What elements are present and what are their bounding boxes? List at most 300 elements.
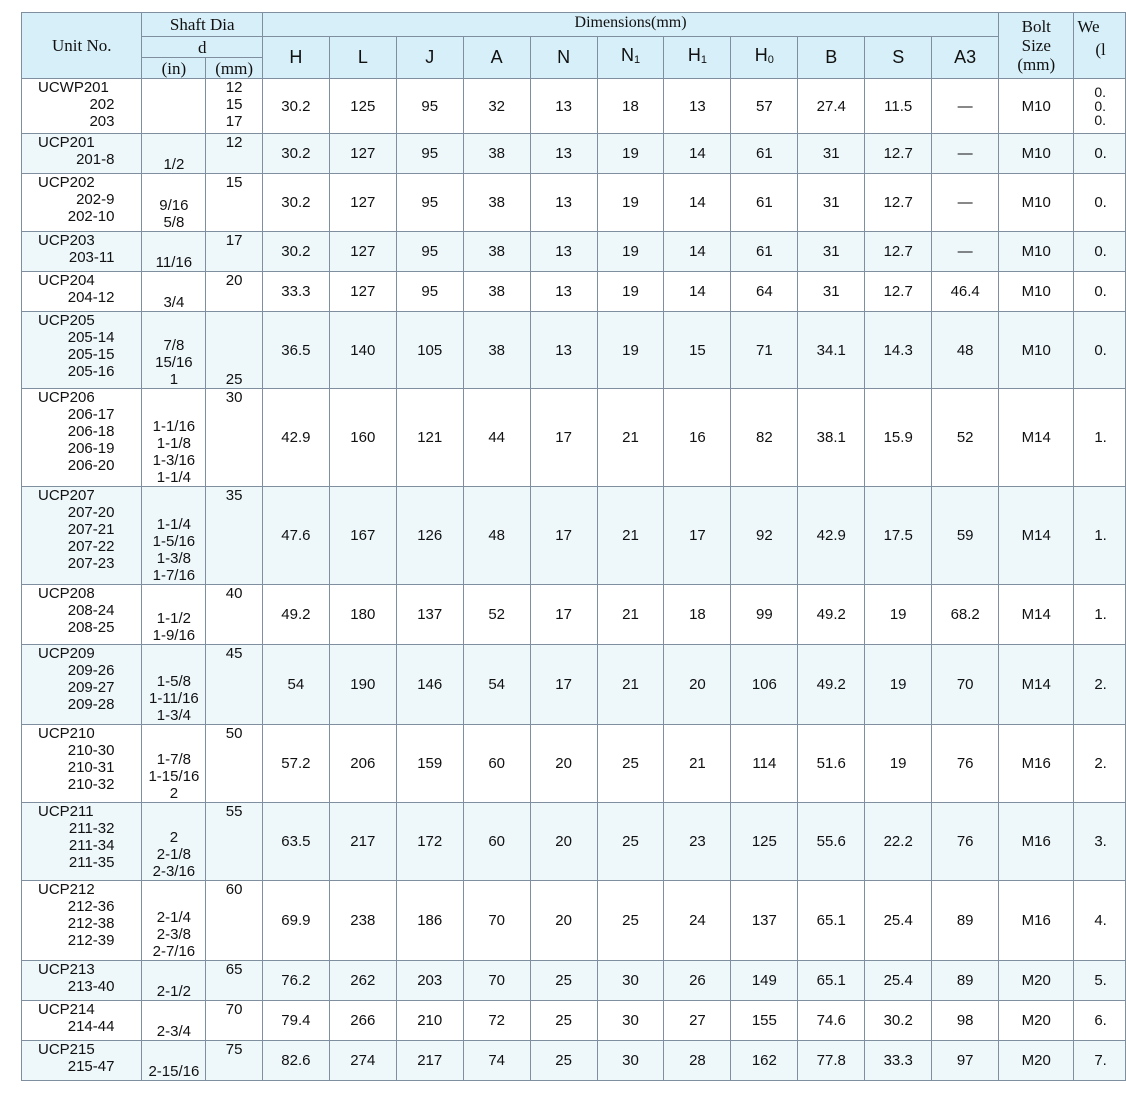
unit-variant: 202 [89,96,115,113]
table-row [22,585,1126,645]
weight-value: 5. [1094,972,1107,989]
dim-header-n1: N1 [597,37,664,79]
weight-cell [1074,645,1126,725]
dim-header-h1: H1 [664,37,731,79]
unit-variant: 205-15 [67,346,115,363]
dim-a3-cell: 97 [932,1041,999,1081]
dim-n1-cell: 18 [597,79,664,134]
dim-h-cell: 30.2 [262,79,329,134]
weight-value: 0. [1094,283,1107,300]
bolt-size-cell: M10 [999,272,1074,312]
shaft-mm-value: 20 [225,272,243,289]
unit-no-cell [22,725,142,803]
dim-h-cell: 54 [262,645,329,725]
weight-value: 2. [1094,755,1107,772]
dim-b-cell: 31 [798,134,865,174]
dim-a-cell: 60 [463,725,530,803]
dim-h1-cell: 18 [664,585,731,645]
unit-variant: 211-32 [68,820,115,837]
unit-variant: 211-34 [68,837,115,854]
bolt-size-cell: M10 [999,134,1074,174]
shaft-mm-cell [206,174,263,232]
dim-header-s: S [865,37,932,79]
weight-value: 4. [1094,912,1107,929]
dim-s-cell: 19 [865,585,932,645]
unit-no-cell [22,272,142,312]
weight-cell [1074,881,1126,961]
unit-variant: 211-35 [68,854,115,871]
dim-a3-cell: 68.2 [932,585,999,645]
shaft-mm-value: 35 [225,487,243,504]
dim-a-cell: 48 [463,487,530,585]
dim-a-cell: 54 [463,645,530,725]
dim-h1-cell: 14 [664,232,731,272]
shaft-inch-value: 1-9/16 [152,627,196,644]
dim-l-cell: 125 [329,79,396,134]
weight-cell [1074,272,1126,312]
bolt-size-cell: M14 [999,487,1074,585]
dim-b-cell: 51.6 [798,725,865,803]
dim-j-cell: 121 [396,389,463,487]
shaft-inch-cell [142,725,206,803]
table-row [22,174,1126,232]
dim-h0-cell: 99 [731,585,798,645]
shaft-mm-cell [206,134,263,174]
dim-n-cell: 13 [530,312,597,389]
shaft-inch-value: 2-1/2 [156,983,191,1000]
dim-h1-cell: 14 [664,174,731,232]
dim-header-l: L [329,37,396,79]
shaft-mm-cell [206,1041,263,1081]
pillow-block-spec-table [21,12,1126,1081]
weight-value: 0. [1094,194,1107,211]
dim-s-cell: 22.2 [865,803,932,881]
table-row [22,881,1126,961]
bolt-size-cell: M20 [999,1041,1074,1081]
unit-no-cell [22,1001,142,1041]
dim-h0-cell: 61 [731,134,798,174]
bolt-size-header [999,13,1074,79]
weight-cell [1074,134,1126,174]
dim-a3-cell: 59 [932,487,999,585]
dim-s-cell: 19 [865,645,932,725]
dim-j-cell: 105 [396,312,463,389]
dim-h0-cell: 61 [731,232,798,272]
dim-n-cell: 17 [530,645,597,725]
dim-h-cell: 63.5 [262,803,329,881]
dim-j-cell: 95 [396,79,463,134]
dim-a3-cell: 52 [932,389,999,487]
shaft-inch-value: 9/16 [159,197,189,214]
dim-n-cell: 17 [530,585,597,645]
shaft-mm-value: 17 [225,113,243,130]
shaft-mm-cell [206,389,263,487]
unit-model: UCP208 [38,585,95,602]
table-row [22,487,1126,585]
dim-a3-cell: — [932,79,999,134]
dim-a3-cell: — [932,232,999,272]
unit-model: UCP202 [38,174,95,191]
dim-header-a: A [463,37,530,79]
shaft-inch-cell [142,134,206,174]
unit-variant: 215-47 [67,1058,115,1075]
weight-value: 0. [1094,84,1107,100]
dim-s-cell: 25.4 [865,881,932,961]
bolt-size-cell: M20 [999,961,1074,1001]
dim-n-cell: 25 [530,1001,597,1041]
unit-variant: 205-14 [67,329,115,346]
weight-value: 7. [1094,1052,1107,1069]
table-row [22,232,1126,272]
spec-table-container [21,12,1107,1081]
dim-b-cell: 49.2 [798,645,865,725]
dim-j-cell: 217 [396,1041,463,1081]
dim-h1-cell: 15 [664,312,731,389]
bolt-size-cell: M16 [999,881,1074,961]
dim-b-cell: 31 [798,174,865,232]
unit-variant: 206-18 [67,423,115,440]
dim-h1-cell: 23 [664,803,731,881]
shaft-mm-cell [206,803,263,881]
weight-value: 0. [1094,145,1107,162]
dim-n1-cell: 19 [597,134,664,174]
dim-n1-cell: 21 [597,389,664,487]
unit-variant: 204-12 [67,289,115,306]
table-row [22,312,1126,389]
weight-cell [1074,1041,1126,1081]
unit-no-header: Unit No. [22,13,142,79]
dim-a-cell: 38 [463,134,530,174]
shaft-inch-value: 1-7/8 [156,751,191,768]
unit-no-cell [22,881,142,961]
dim-a3-cell: 89 [932,961,999,1001]
table-row [22,645,1126,725]
dim-a-cell: 60 [463,803,530,881]
shaft-inch-value: 1-5/8 [156,673,191,690]
bolt-size-cell: M10 [999,312,1074,389]
shaft-inch-value: 2-3/8 [156,926,191,943]
dim-n1-cell: 19 [597,312,664,389]
shaft-mm-value: 15 [225,174,243,191]
unit-variant: 210-31 [67,759,115,776]
table-row [22,803,1126,881]
shaft-inch-value: 2-1/8 [156,846,191,863]
weight-value: 3. [1094,833,1107,850]
dim-b-cell: 34.1 [798,312,865,389]
dim-j-cell: 95 [396,134,463,174]
shaft-inch-value: 1-1/16 [152,418,196,435]
dim-b-cell: 65.1 [798,881,865,961]
weight-cell [1074,312,1126,389]
unit-variant: 207-23 [67,555,115,572]
dim-n1-cell: 19 [597,174,664,232]
dim-h-cell: 79.4 [262,1001,329,1041]
dim-header-h: H [262,37,329,79]
dim-l-cell: 127 [329,134,396,174]
dim-h0-cell: 71 [731,312,798,389]
bolt-size-cell: M14 [999,585,1074,645]
dim-header-h0: H0 [731,37,798,79]
dim-h0-cell: 82 [731,389,798,487]
shaft-mm-value: 75 [225,1041,243,1058]
dim-a-cell: 70 [463,961,530,1001]
unit-variant: 212-39 [67,932,115,949]
dim-j-cell: 186 [396,881,463,961]
shaft-mm-value: 70 [225,1001,243,1018]
dim-h1-cell: 16 [664,389,731,487]
weight-cell [1074,1001,1126,1041]
dim-s-cell: 11.5 [865,79,932,134]
inch-header: (in) [142,58,206,79]
unit-model: UCP203 [38,232,95,249]
shaft-inch-value: 11/16 [155,254,193,271]
dim-a3-cell: 98 [932,1001,999,1041]
dim-h-cell: 82.6 [262,1041,329,1081]
dim-b-cell: 31 [798,232,865,272]
shaft-inch-cell [142,312,206,389]
dim-s-cell: 12.7 [865,174,932,232]
dim-a-cell: 74 [463,1041,530,1081]
shaft-inch-cell [142,961,206,1001]
dim-l-cell: 167 [329,487,396,585]
dim-a-cell: 32 [463,79,530,134]
dim-n-cell: 20 [530,725,597,803]
bolt-size-cell: M20 [999,1001,1074,1041]
bolt-size-cell: M10 [999,174,1074,232]
dim-header-b: B [798,37,865,79]
unit-model: UCP206 [38,389,95,406]
unit-model: UCP204 [38,272,95,289]
dim-n-cell: 17 [530,487,597,585]
dim-l-cell: 127 [329,272,396,312]
unit-variant: 214-44 [67,1018,115,1035]
shaft-mm-value: 65 [225,961,243,978]
shaft-inch-value: 1-11/16 [149,690,199,707]
dim-n-cell: 13 [530,174,597,232]
dim-j-cell: 146 [396,645,463,725]
shaft-mm-value: 40 [225,585,243,602]
shaft-inch-value: 2-7/16 [152,943,196,960]
dim-l-cell: 217 [329,803,396,881]
dim-h-cell: 69.9 [262,881,329,961]
shaft-inch-cell [142,1001,206,1041]
weight-value: 1. [1094,606,1107,623]
shaft-inch-value: 2 [169,829,179,846]
shaft-mm-cell [206,585,263,645]
dim-l-cell: 190 [329,645,396,725]
dim-h0-cell: 162 [731,1041,798,1081]
unit-no-cell [22,961,142,1001]
weight-cell [1074,174,1126,232]
unit-no-cell [22,79,142,134]
dim-h-cell: 47.6 [262,487,329,585]
shaft-mm-value: 17 [225,232,243,249]
dim-h0-cell: 149 [731,961,798,1001]
dim-j-cell: 95 [396,174,463,232]
unit-model: UCP209 [38,645,95,662]
size-label: Size [1021,36,1051,55]
shaft-mm-value: 30 [225,389,243,406]
dim-n1-cell: 25 [597,881,664,961]
dim-h1-cell: 26 [664,961,731,1001]
shaft-mm-cell [206,645,263,725]
dimensions-header: Dimensions(mm) [262,13,998,37]
dim-h1-cell: 14 [664,134,731,174]
dim-j-cell: 159 [396,725,463,803]
dim-h0-cell: 64 [731,272,798,312]
dim-s-cell: 25.4 [865,961,932,1001]
dim-h0-cell: 137 [731,881,798,961]
dim-b-cell: 74.6 [798,1001,865,1041]
dim-a3-cell: 46.4 [932,272,999,312]
bolt-size-cell: M14 [999,645,1074,725]
shaft-mm-value: 60 [225,881,243,898]
dim-n-cell: 25 [530,1041,597,1081]
dim-n1-cell: 21 [597,645,664,725]
weight-cell [1074,232,1126,272]
dim-b-cell: 27.4 [798,79,865,134]
dim-l-cell: 180 [329,585,396,645]
shaft-mm-cell [206,272,263,312]
dim-a-cell: 38 [463,312,530,389]
shaft-inch-value: 2-15/16 [148,1063,200,1080]
dim-a3-cell: — [932,134,999,174]
unit-model: UCP215 [38,1041,95,1058]
shaft-inch-value: 1-3/16 [152,452,196,469]
unit-no-cell [22,232,142,272]
shaft-inch-value: 1/2 [163,156,185,173]
weight-cell [1074,389,1126,487]
dim-j-cell: 172 [396,803,463,881]
dim-h-cell: 30.2 [262,232,329,272]
dim-h1-cell: 17 [664,487,731,585]
shaft-inch-cell [142,585,206,645]
unit-variant: 209-26 [67,662,115,679]
dim-n-cell: 20 [530,803,597,881]
dim-a-cell: 38 [463,232,530,272]
dim-s-cell: 17.5 [865,487,932,585]
shaft-inch-cell [142,487,206,585]
dim-l-cell: 140 [329,312,396,389]
dim-n1-cell: 19 [597,232,664,272]
unit-variant: 212-36 [67,898,115,915]
unit-variant: 210-32 [67,776,115,793]
weight-cell [1074,961,1126,1001]
dim-h0-cell: 125 [731,803,798,881]
unit-model: UCP205 [38,312,95,329]
dim-n1-cell: 21 [597,487,664,585]
shaft-inch-cell [142,881,206,961]
table-row [22,725,1126,803]
unit-variant: 202-10 [67,208,115,225]
dim-n-cell: 13 [530,232,597,272]
dim-n-cell: 13 [530,79,597,134]
weight-cell [1074,79,1126,134]
dim-h-cell: 33.3 [262,272,329,312]
dim-h-cell: 57.2 [262,725,329,803]
dim-s-cell: 30.2 [865,1001,932,1041]
unit-variant: 206-20 [67,457,115,474]
shaft-mm-cell [206,725,263,803]
shaft-inch-cell [142,389,206,487]
unit-no-cell [22,134,142,174]
dim-n-cell: 20 [530,881,597,961]
shaft-inch-cell [142,79,206,134]
shaft-inch-value: 1-1/4 [156,516,191,533]
mm-header: (mm) [206,58,263,79]
dim-h0-cell: 61 [731,174,798,232]
unit-model: UCP211 [38,803,94,820]
dim-h-cell: 42.9 [262,389,329,487]
dim-b-cell: 77.8 [798,1041,865,1081]
shaft-dia-header: Shaft Dia [142,13,262,37]
dim-n1-cell: 30 [597,1001,664,1041]
bolt-label: Bolt [1021,17,1051,36]
dim-l-cell: 238 [329,881,396,961]
unit-model: UCP207 [38,487,95,504]
dim-h1-cell: 13 [664,79,731,134]
dim-h-cell: 76.2 [262,961,329,1001]
shaft-mm-cell [206,961,263,1001]
weight-value: 1. [1094,429,1107,446]
shaft-inch-value: 2-3/16 [152,863,196,880]
weight-value: 0. [1094,98,1107,114]
d-header: d [142,37,262,58]
unit-no-cell [22,1041,142,1081]
dim-a3-cell: — [932,174,999,232]
unit-variant: 203 [89,113,115,130]
weight-cell [1074,487,1126,585]
unit-no-cell [22,803,142,881]
shaft-mm-value: 55 [225,803,243,820]
shaft-inch-cell [142,174,206,232]
unit-variant: 203-11 [68,249,115,266]
shaft-inch-value: 3/4 [163,294,185,311]
weight-value: 6. [1094,1012,1107,1029]
bolt-size-cell: M14 [999,389,1074,487]
dim-h1-cell: 20 [664,645,731,725]
dim-n-cell: 17 [530,389,597,487]
table-row [22,79,1126,134]
dim-a-cell: 70 [463,881,530,961]
dim-b-cell: 65.1 [798,961,865,1001]
shaft-inch-value: 1-7/16 [152,567,196,584]
unit-variant: 207-21 [67,521,115,538]
dim-l-cell: 266 [329,1001,396,1041]
unit-variant: 212-38 [67,915,115,932]
dim-j-cell: 95 [396,232,463,272]
weight-cell [1074,725,1126,803]
unit-variant: 205-16 [67,363,115,380]
dim-h0-cell: 114 [731,725,798,803]
dim-h0-cell: 57 [731,79,798,134]
dim-s-cell: 15.9 [865,389,932,487]
unit-no-cell [22,645,142,725]
dim-h0-cell: 106 [731,645,798,725]
shaft-inch-cell [142,645,206,725]
weight-value: 0. [1094,341,1107,359]
bolt-size-cell: M10 [999,79,1074,134]
shaft-mm-cell [206,487,263,585]
shaft-mm-value: 15 [225,96,243,113]
shaft-inch-value: 2-3/4 [156,1023,191,1040]
table-row [22,389,1126,487]
dim-j-cell: 210 [396,1001,463,1041]
unit-variant: 207-20 [67,504,115,521]
table-body [22,79,1126,1081]
dim-h0-cell: 92 [731,487,798,585]
unit-variant: 206-17 [67,406,115,423]
